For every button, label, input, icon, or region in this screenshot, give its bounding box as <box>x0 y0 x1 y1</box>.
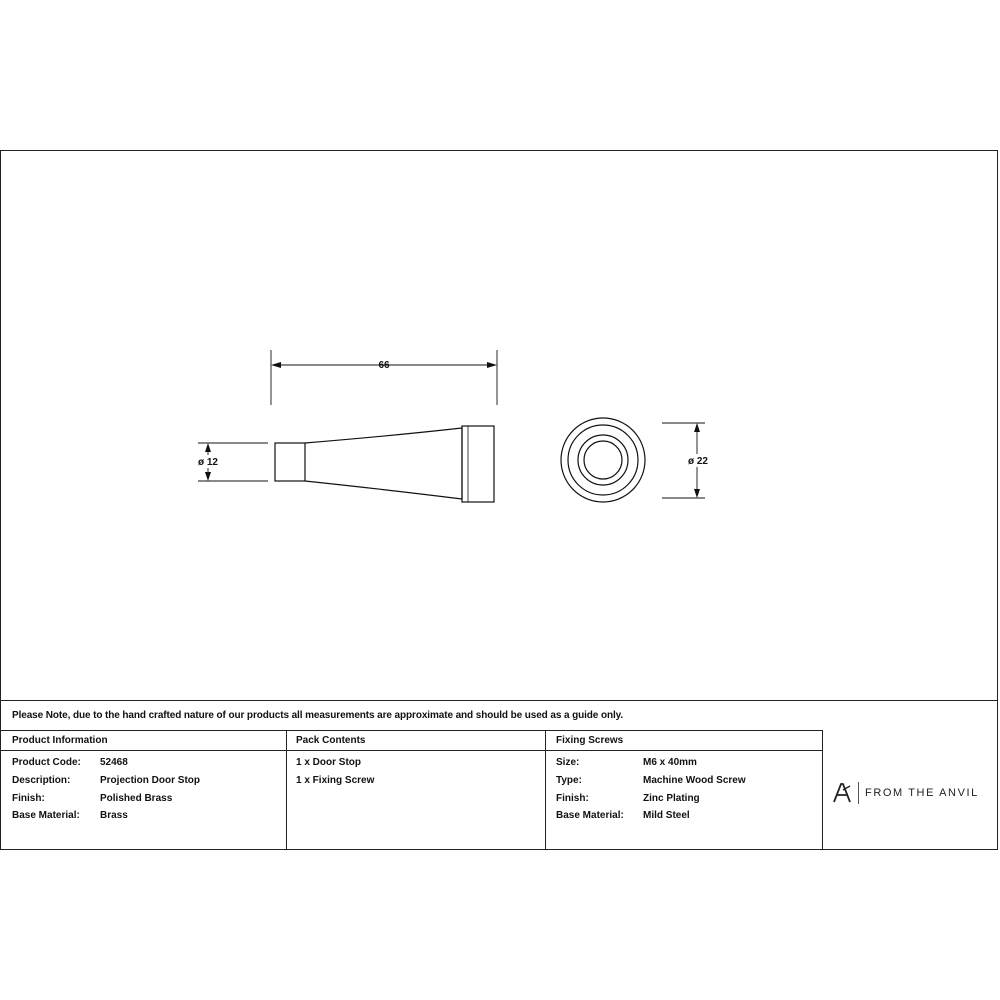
description-value: Projection Door Stop <box>100 775 200 786</box>
brand-logo <box>832 782 979 804</box>
screw-type-value: Machine Wood Screw <box>643 775 746 786</box>
side-view-tip <box>275 443 305 481</box>
brand-name: FROM THE ANVIL <box>865 787 979 799</box>
finish-label: Finish: <box>12 793 45 804</box>
base-material-label: Base Material: <box>12 810 80 821</box>
description-label: Description: <box>12 775 71 786</box>
large-diameter-label: ø 22 <box>687 456 709 467</box>
end-view-outer-ring <box>561 418 645 502</box>
base-material-value: Brass <box>100 810 128 821</box>
end-view <box>561 418 645 502</box>
divider-1 <box>286 730 287 850</box>
pack-contents-heading: Pack Contents <box>296 735 366 746</box>
anvil-logo-icon <box>832 782 852 804</box>
end-view-inner-ring <box>578 435 628 485</box>
fixing-screws-heading: Fixing Screws <box>556 735 624 746</box>
screw-finish-value: Zinc Plating <box>643 793 700 804</box>
pack-item: 1 x Fixing Screw <box>296 775 375 786</box>
side-view-taper <box>305 428 462 499</box>
end-view-bore <box>584 441 622 479</box>
screw-type-label: Type: <box>556 775 582 786</box>
divider-2 <box>545 730 546 850</box>
title-block-note-rule <box>0 730 822 731</box>
product-information-heading: Product Information <box>12 735 108 746</box>
side-view <box>275 426 494 502</box>
product-code-value: 52468 <box>100 757 128 768</box>
brand-separator <box>858 782 859 804</box>
title-block-header-rule <box>0 750 822 751</box>
length-label: 66 <box>378 360 390 371</box>
product-code-label: Product Code: <box>12 757 81 768</box>
screw-base-material-value: Mild Steel <box>643 810 690 821</box>
finish-value: Polished Brass <box>100 793 173 804</box>
divider-3 <box>822 730 823 850</box>
length-dimension <box>271 350 497 405</box>
title-block-top-rule <box>0 700 998 701</box>
pack-item: 1 x Door Stop <box>296 757 362 768</box>
screw-size-label: Size: <box>556 757 580 768</box>
screw-base-material-label: Base Material: <box>556 810 624 821</box>
measurement-note: Please Note, due to the hand crafted nature of our products all measurements are approximate and should be used as a guide only. <box>12 710 624 721</box>
screw-finish-label: Finish: <box>556 793 589 804</box>
small-diameter-label: ø 12 <box>197 457 219 468</box>
side-view-base <box>462 426 494 502</box>
screw-size-value: M6 x 40mm <box>643 757 697 768</box>
